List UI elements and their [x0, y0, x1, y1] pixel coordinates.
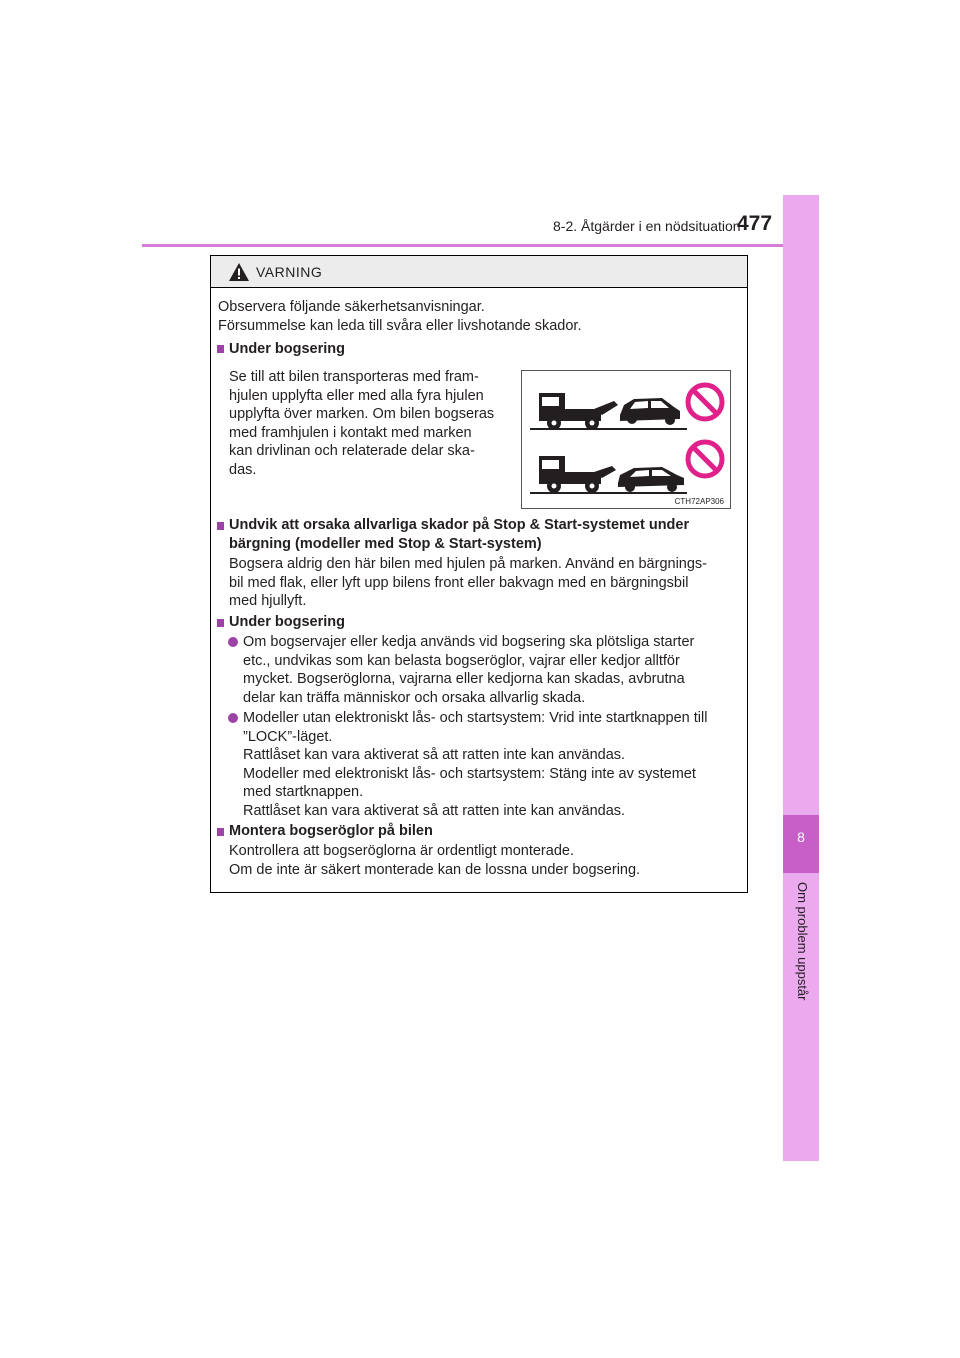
page-number: 477: [737, 212, 773, 235]
header-rule: [142, 244, 819, 247]
body-line: hjulen upplyfta eller med alla fyra hjulen: [229, 387, 484, 404]
body-line: Bogsera aldrig den här bilen med hjulen på marken. Använd en bärgnings-: [229, 556, 708, 572]
bullet-line: mycket. Bogseröglorna, vajrarna eller kedjorna kan skadas, avbrutna: [243, 671, 685, 687]
bullet-item: [243, 709, 742, 820]
body-line: Se till att bilen transporteras med fram-: [229, 369, 479, 385]
bullet-line: Rattlåset kan vara aktiverat så att ratten inte kan användas.: [243, 802, 626, 819]
towing-diagram: [522, 371, 730, 508]
bullet-line: ”LOCK”-läget.: [243, 728, 333, 745]
bullet-line: Rattlåset kan vara aktiverat så att ratten inte kan användas.: [243, 747, 626, 763]
section-body: [229, 842, 742, 879]
prohibited-icon-upper: [688, 385, 722, 419]
warning-header: [211, 256, 747, 288]
section-heading: Under bogsering: [229, 614, 346, 630]
body-line: Kontrollera att bogseröglorna är ordentligt monterade.: [229, 843, 574, 859]
heading-line: bärgning (modeller med Stop & Start-system): [229, 535, 542, 552]
header-section-title: 8-2. Åtgärder i en nödsituation: [553, 218, 741, 234]
body-line: kan drivlinan och relaterade delar ska-: [229, 443, 475, 459]
warning-intro: [218, 298, 738, 335]
warning-triangle-icon: [228, 262, 250, 282]
car-lower: [618, 467, 684, 492]
intro-line: Observera följande säkerhetsanvisningar.: [218, 299, 485, 315]
bullet-line: Modeller utan elektroniskt lås- och startsystem: Vrid inte startknappen till: [243, 710, 708, 726]
tow-truck-lower: [539, 456, 616, 493]
chapter-number: 8: [797, 829, 805, 845]
body-line: med framhjulen i kontakt med marken: [229, 424, 472, 441]
body-line: upplyfta över marken. Om bilen bogseras: [229, 406, 495, 422]
bullet-line: med startknappen.: [243, 784, 364, 800]
section-marker-icon: [217, 828, 224, 836]
car-upper: [620, 398, 680, 425]
bullet-line: Modeller med elektroniskt lås- och startsystem: Stäng inte av systemet: [243, 765, 696, 782]
section-marker-icon: [217, 522, 224, 530]
section-heading: Under bogsering: [229, 341, 346, 357]
body-line: bil med flak, eller lyft upp bilens front eller bakvagn med en bärgningsbil: [229, 574, 689, 591]
intro-line: Försummelse kan leda till svåra eller livshotande skador.: [218, 317, 582, 334]
warning-label: VARNING: [256, 264, 323, 280]
bullet-line: Om bogservajer eller kedja används vid bogsering ska plötsliga starter: [243, 634, 695, 650]
body-line: med hjullyft.: [229, 593, 307, 609]
bullet-item: [243, 633, 742, 707]
section-marker-icon: [217, 619, 224, 627]
section-heading: [229, 516, 742, 553]
body-line: Om de inte är säkert monterade kan de lossna under bogsering.: [229, 861, 641, 878]
body-line: das.: [229, 461, 257, 478]
prohibited-icon-lower: [688, 442, 722, 476]
illustration-code: CTH72AP306: [674, 497, 724, 506]
section-marker-icon: [217, 345, 224, 353]
section-body: [229, 368, 506, 479]
bullet-dot-icon: [228, 637, 238, 647]
bullet-line: etc., undvikas som kan belasta bogseröglor, vajrar eller kedjor alltför: [243, 652, 680, 669]
bullet-line: delar kan träffa människor och orsaka allvarlig skada.: [243, 689, 586, 706]
section-heading: Montera bogseröglor på bilen: [229, 823, 433, 839]
towing-illustration: [521, 370, 731, 509]
heading-line: Undvik att orsaka allvarliga skador på Stop & Start-systemet under: [229, 517, 690, 533]
section-body: [229, 555, 742, 611]
bullet-dot-icon: [228, 713, 238, 723]
tow-truck-upper: [539, 393, 618, 430]
chapter-title: Om problem uppstår: [795, 882, 810, 1001]
